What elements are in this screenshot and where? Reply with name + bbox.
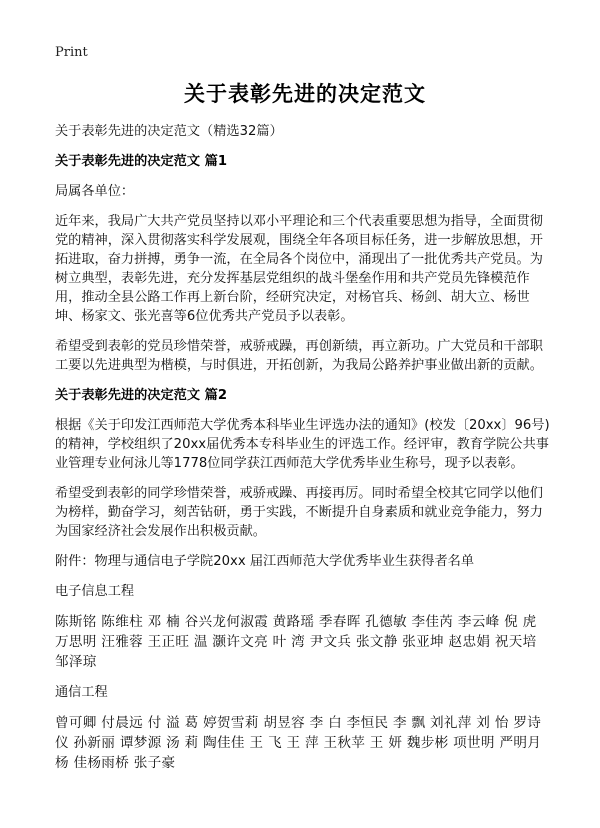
document-body	[55, 78, 555, 784]
paragraph: 根据《关于印发江西师范大学优秀本科毕业生评选办法的通知》(校发〔20xx〕96号)的精神，学校组织了20xx届优秀本专科毕业生的评选工作。经评审，教育学院公共事业管理专业何泳儿等1778位同学获江西师范大学优秀毕业生称号，现予以表彰。	[55, 418, 550, 471]
section-heading-1: 关于表彰先进的决定范文 篇1	[55, 154, 228, 169]
paragraph: 近年来，我局广大共产党员坚持以邓小平理论和三个代表重要思想为指导，全面贯彻党的精神，深入贯彻落实科学发展观，围绕全年各项目标任务，进一步解放思想，开拓进取，奋力拼搏，勇争一流，在全局各个岗位中，涌现出了一批优秀共产党员。为树立典型，表彰先进，充分发挥基层党组织的战斗堡垒作用和共产党员先锋模范作用，推动全县公路工作再上新台阶，经研究决定，对杨官兵、杨剑、胡大立、杨世坤、杨家文、张光喜等6位优秀共产党员予以表彰。	[55, 214, 543, 324]
print-link[interactable]: Print	[55, 45, 88, 60]
salutation: 局属各单位：	[55, 184, 135, 199]
document-subtitle: 关于表彰先进的决定范文（精选32篇）	[55, 124, 283, 139]
paragraph: 希望受到表彰的党员珍惜荣誉，戒骄戒躁，再创新绩，再立新功。广大党员和干部职工要以先进典型为楷模，与时俱进，开拓创新，为我局公路养护事业做出新的贡献。	[55, 339, 543, 373]
name-list-electronic-info: 陈斯铭 陈维柱 邓 楠 谷兴龙何淑霞 黄路瑶 季春晖 孔德敏 李佳芮 李云峰 倪 虎 万思明 汪雅蓉 王正旺 温 灏许文亮 叶 湾 尹文兵 张文静 张亚坤 赵忠娟 祝天培 邹泽琼	[55, 614, 537, 670]
section-heading-2: 关于表彰先进的决定范文 篇2	[55, 388, 228, 403]
attachment-note: 附件：物理与通信电子学院20xx 届江西师范大学优秀毕业生获得者名单	[55, 554, 475, 569]
document-title: 关于表彰先进的决定范文	[184, 82, 426, 106]
group-title-electronic-info: 电子信息工程	[55, 584, 135, 599]
name-list-communication: 曾可卿 付晨远 付 溢 葛 婷贺雪莉 胡昱容 李 白 李恒民 李 飘 刘礼萍 刘 怡 罗诗仪 孙新丽 谭梦源 汤 莉 陶佳佳 王 飞 王 萍 王秋苹 王 妍 魏步彬 项世明 严明月 杨 佳杨雨桥 张子豪	[55, 715, 542, 771]
paragraph: 希望受到表彰的同学珍惜荣誉，戒骄戒躁、再接再厉。同时希望全校其它同学以他们为榜样，勤奋学习，刻苦钻研，勇于实践，不断提升自身素质和就业竞争能力，努力为国家经济社会发展作出积极贡献。	[55, 486, 543, 539]
group-title-communication: 通信工程	[55, 685, 108, 700]
